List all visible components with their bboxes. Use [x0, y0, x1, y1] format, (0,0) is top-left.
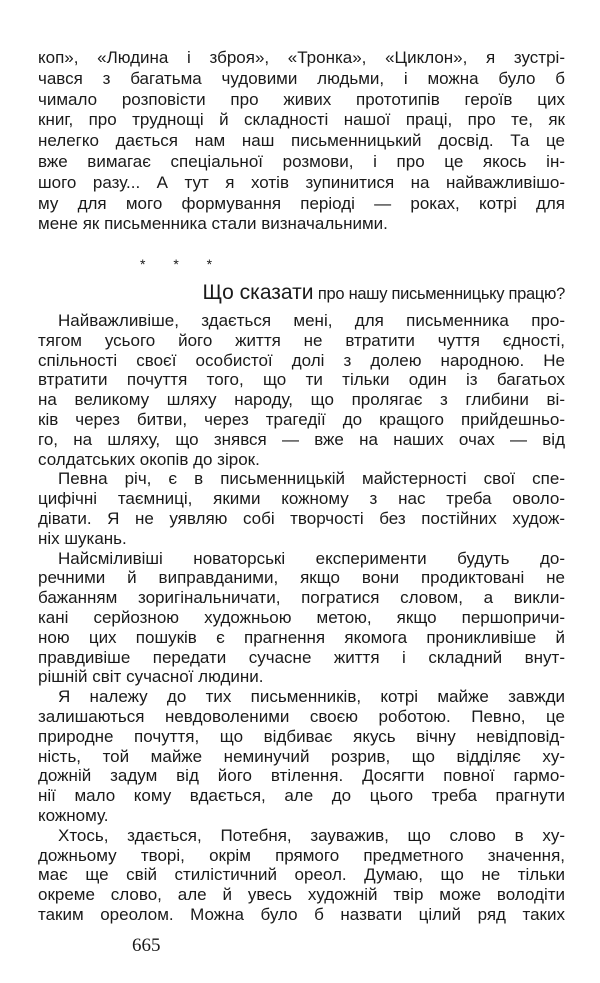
text-line: спільності своєї особистої долі з долею народною. Не — [38, 350, 565, 370]
text-line: дожньому творі, окрім прямого предметного значення, — [38, 845, 565, 865]
intro-paragraph — [38, 48, 565, 235]
text-line: речними й виправданими, якщо вони продиктовані не — [38, 568, 565, 588]
page-number: 665 — [132, 935, 161, 956]
text-line: кані серйозною художньою метою, якщо першопричи- — [38, 607, 565, 627]
text-line: книг, про труднощі й складності нашої праці, про те, як — [38, 110, 565, 130]
text-line: ніх шукань. — [38, 528, 127, 548]
text-line: вже вимагає спеціальної розмови, і про це якось ін- — [38, 151, 565, 171]
text-line: Певна річ, є в письменницькій майстерності свої спе- — [58, 469, 565, 489]
text-line: рішній світ сучасної людини. — [38, 667, 264, 687]
text-line: ною цих пошуків є прагнення якомога проникливіше й — [38, 627, 565, 647]
text-line: Найважливіше, здається мені, для письменника про- — [58, 311, 565, 330]
paragraph — [38, 826, 565, 925]
text-line: цифічні таємниці, якими кожному з нас треба оволо- — [38, 489, 565, 509]
text-line: Хтось, здається, Потебня, зауважив, що слово в ху- — [58, 825, 565, 845]
text-line: природне почуття, що відбиває якусь вічну невідповід- — [38, 726, 565, 746]
text-line: нелегко дається нам наш письменницький досвід. Та це — [38, 131, 565, 151]
text-line: му для мого формування періоді — роках, котрі для — [38, 193, 565, 213]
text-line: нії мало кому вдається, але до цього треба прагнути — [38, 786, 565, 806]
text-line: кожному. — [38, 805, 109, 825]
text-line: Я належу до тих письменників, котрі майже завжди — [58, 687, 565, 707]
body-text — [38, 311, 565, 925]
heading-rest: про нашу письменницьку працю? — [317, 285, 565, 303]
text-line: го, на шляху, що знявся — вже на наших очах — від — [38, 429, 565, 449]
text-line: дожній задум від його втілення. Досягти повної гармо- — [38, 766, 565, 786]
text-line: тягом усього його життя не втратити чуття єдності, — [38, 330, 565, 350]
text-line: чався з багатьма чудовими людьми, і можна було б — [38, 68, 565, 88]
paragraph — [38, 687, 565, 826]
text-line: мене як письменника стали визначальними. — [38, 214, 388, 234]
text-line: на великому шляху народу, що пролягає з глибини ві- — [38, 390, 565, 410]
text-line: коп», «Людина і зброя», «Тронка», «Циклон», я зустрі- — [38, 48, 565, 67]
paragraph — [38, 311, 565, 469]
paragraph — [38, 549, 565, 688]
paragraph — [38, 469, 565, 548]
text-line: дівати. Я не уявляю собі творчості без постійних худож- — [38, 508, 565, 528]
section-separator: * * * — [140, 256, 225, 272]
heading-lead: Що сказати — [202, 281, 314, 304]
text-line: шого разу... А тут я хотів зупинитися на найважливішо- — [38, 172, 565, 192]
text-line: окреме слово, але й увесь художній твір може володіти — [38, 885, 565, 905]
text-line: ків через битви, через трагедії до кращого прийдешньо- — [38, 409, 565, 429]
text-line: таким ореолом. Можна було б назвати цілий ряд таких — [38, 904, 565, 924]
text-line: солдатських окопів до зірок. — [38, 449, 260, 469]
text-line: Найсміливіші новаторські експерименти будуть до- — [58, 548, 565, 568]
text-line: має ще свій стилістичний ореол. Думаю, що не тільки — [38, 865, 565, 885]
text-line: чимало розповісти про живих прототипів героїв цих — [38, 89, 565, 109]
text-line: бажанням зоригінальничати, погратися словом, а викли- — [38, 588, 565, 608]
text-line: залишаються невдоволеними своєю роботою. Певно, це — [38, 706, 565, 726]
text-line: правдивіше передати сучасне життя і складний внут- — [38, 647, 565, 667]
text-line: ність, той майже неминучий розрив, що відділяє ху- — [38, 746, 565, 766]
section-heading — [135, 280, 565, 306]
text-line: втратити почуття того, що ти тільки один із багатьох — [38, 370, 565, 390]
